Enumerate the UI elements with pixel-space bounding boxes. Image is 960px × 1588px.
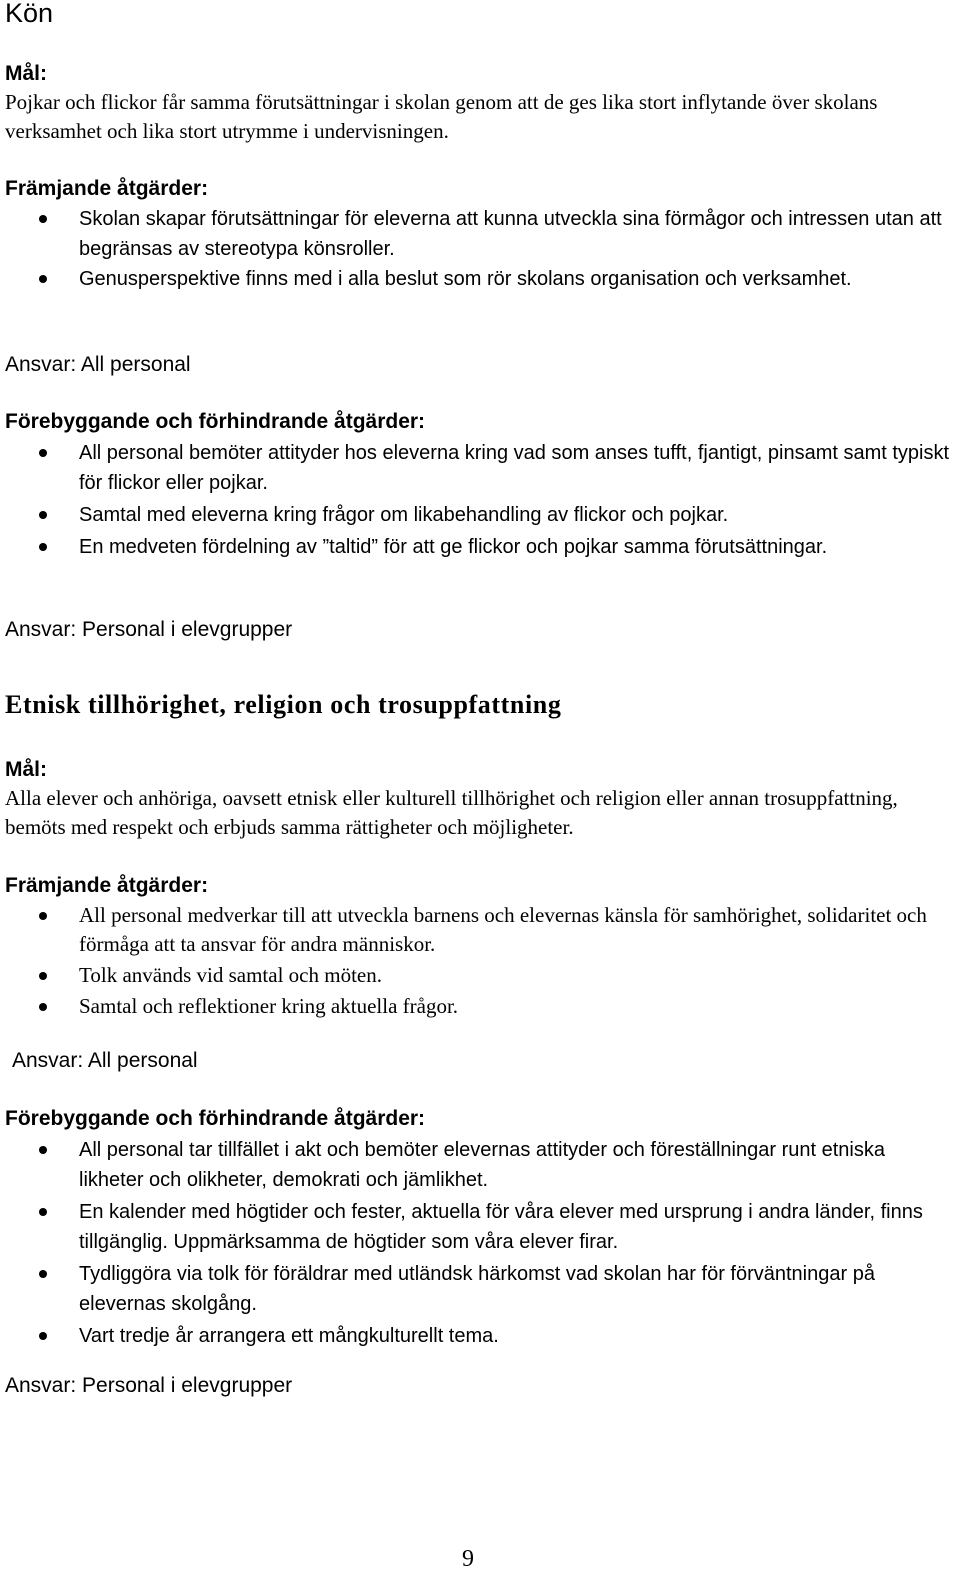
bullet-icon: [39, 511, 47, 519]
section-title-etnisk: Etnisk tillhörighet, religion och trosuppfattning: [5, 690, 562, 719]
bullet-icon: [39, 1003, 47, 1011]
list-item: Samtal och reflektioner kring aktuella frågor.: [0, 992, 950, 1021]
responsible-text: Ansvar: All personal: [5, 353, 191, 376]
section-title-kon: Kön: [5, 0, 54, 28]
promoting-label: Främjande åtgärder:: [5, 177, 209, 200]
list-item: Genusperspektive finns med i alla beslut som rör skolans organisation och verksamhet.: [0, 264, 950, 294]
responsible-text: Ansvar: Personal i elevgrupper: [5, 618, 293, 641]
preventive-label: Förebyggande och förhindrande åtgärder:: [5, 410, 426, 433]
list-item: All personal bemöter attityder hos eleverna kring vad som anses tufft, fjantigt, pinsamt samt typiskt för flickor eller pojkar.: [0, 438, 950, 498]
list-item: Vart tredje år arrangera ett mångkulturellt tema.: [0, 1321, 950, 1351]
bullet-icon: [39, 972, 47, 980]
preventive-label: Förebyggande och förhindrande åtgärder:: [5, 1107, 426, 1130]
bullet-icon: [39, 449, 47, 457]
promoting-list: [0, 901, 950, 1021]
goal-label: Mål:: [5, 758, 47, 781]
preventive-list: [0, 438, 950, 562]
list-item: All personal tar tillfället i akt och bemöter elevernas attityder och föreställningar runt etniska likheter och olikheter, demokrati och jämlikhet.: [0, 1135, 950, 1195]
list-item: Tydliggöra via tolk för föräldrar med utländsk härkomst vad skolan har för förväntningar på elevernas skolgång.: [0, 1259, 950, 1319]
list-item: En medveten fördelning av ”taltid” för att ge flickor och pojkar samma förutsättningar.: [0, 532, 950, 562]
bullet-icon: [39, 1146, 47, 1154]
page-number: 9: [462, 1546, 474, 1572]
goal-label: Mål:: [5, 62, 47, 85]
list-item: Skolan skapar förutsättningar för eleverna att kunna utveckla sina förmågor och intressen utan att begränsas av stereotypa könsroller.: [0, 204, 950, 264]
list-item: Samtal med eleverna kring frågor om likabehandling av flickor och pojkar.: [0, 500, 950, 530]
bullet-icon: [39, 1332, 47, 1340]
goal-text: Alla elever och anhöriga, oavsett etnisk eller kulturell tillhörighet och religion eller annan trosuppfattning, bemöts med respekt och erbjuds samma rättigheter och möjligheter.: [5, 786, 898, 839]
promoting-list: [0, 204, 950, 294]
preventive-list: [0, 1135, 950, 1351]
responsible-text: Ansvar: Personal i elevgrupper: [5, 1374, 293, 1397]
responsible-text: Ansvar: All personal: [12, 1049, 198, 1072]
list-item: En kalender med högtider och fester, aktuella för våra elever med ursprung i andra länder, finns tillgänglig. Uppmärksamma de högtider som våra elever firar.: [0, 1197, 950, 1257]
list-item: All personal medverkar till att utveckla barnens och elevernas känsla för samhörighet, solidaritet och förmåga att ta ansvar för andra människor.: [0, 901, 950, 959]
bullet-icon: [39, 912, 47, 920]
bullet-icon: [39, 215, 47, 223]
goal-text: Pojkar och flickor får samma förutsättningar i skolan genom att de ges lika stort inflytande över skolans verksamhet och lika stort utrymme i undervisningen.: [5, 90, 878, 143]
bullet-icon: [39, 275, 47, 283]
bullet-icon: [39, 1208, 47, 1216]
bullet-icon: [39, 1270, 47, 1278]
bullet-icon: [39, 543, 47, 551]
promoting-label: Främjande åtgärder:: [5, 874, 209, 897]
list-item: Tolk används vid samtal och möten.: [0, 961, 950, 990]
